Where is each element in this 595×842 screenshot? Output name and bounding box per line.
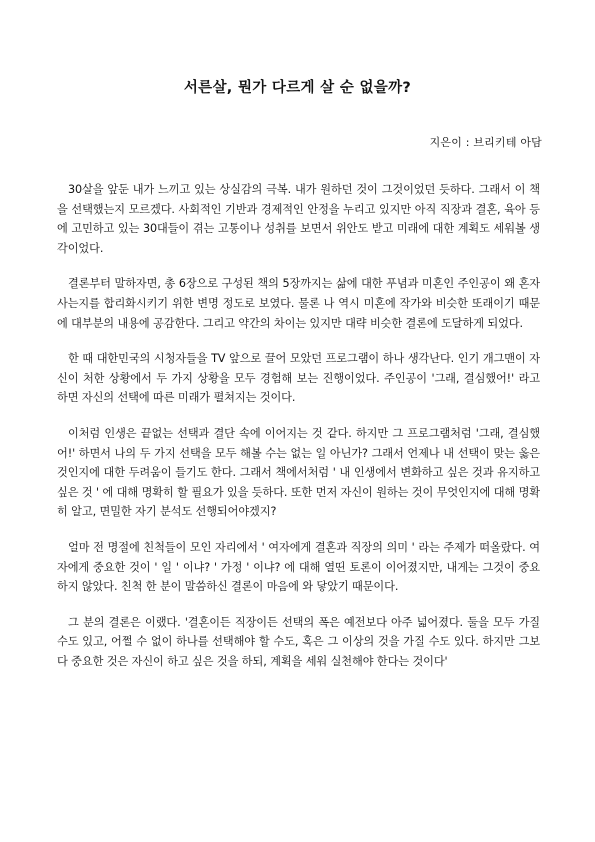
paragraph: 얼마 전 명절에 친척들이 모인 자리에서 ' 여자에게 결혼과 직장의 의미 ' 라는 주제가 떠올랐다. 여자에게 중요한 것이 ' 일 ' 이냐? ' 가정 ' 이냐? 에 대해 열띤 토론이 이어졌지만, 내게는 그것이 중요하지 않았다. 친척 한 분이 말씀하신 결론이 마음에 와 닿았기 때문이다. [57, 540, 540, 594]
paragraph: 한 때 대한민국의 시청자들을 TV 앞으로 끌어 모았던 프로그램이 하나 생각난다. 인기 개그맨이 자신이 처한 상황에서 두 가지 상황을 모두 경험해 보는 진행이었다. 주인공이 '그래, 결심했어!' 라고 하면 자신의 선택에 따른 미래가 펼쳐지는 것이다. [57, 352, 540, 405]
author-byline: 지은이 : 브리키테 아담 [429, 136, 542, 149]
paragraph: 결론부터 말하자면, 총 6장으로 구성된 책의 5장까지는 삶에 대한 푸념과 미혼인 주인공이 왜 혼자 사는지를 합리화시키기 위한 변명 정도로 보였다. 물론 나 역시 미혼에 작가와 비슷한 또래이기 때문에 대부분의 내용에 공감한다. 그리고 약간의 차이는 있지만 대략 비슷한 결론에 도달하게 되었다. [57, 277, 540, 330]
document-title: 서른살, 뭔가 다르게 살 순 없을까? [183, 80, 412, 96]
paragraph: 그 분의 결론은 이랬다. '결혼이든 직장이든 선택의 폭은 예전보다 아주 넓어졌다. 둘을 모두 가질 수도 있고, 어쩔 수 없이 하나를 선택해야 할 수도, 혹은 그 이상의 것을 가질 수도 있다. 하지만 그보다 중요한 것은 자신이 하고 싶은 것을 하되, 계획을 세워 실천해야 한다는 것이다' [57, 615, 540, 668]
paragraph: 이처럼 인생은 끝없는 선택과 결단 속에 이어지는 것 같다. 하지만 그 프로그램처럼 '그래, 결심했어!' 하면서 나의 두 가지 선택을 모두 해볼 수는 없는 일 아닌가? 그래서 언제나 내 선택이 맞는 옳은 것인지에 대한 두려움이 들기도 한다. 그래서 책에서처럼 ' 내 인생에서 변화하고 싶은 것과 유지하고 싶은 것 ' 에 대해 명확히 할 필요가 있을 듯하다. 또한 먼저 자신이 원하는 것이 무엇인지에 대해 명확히 알고, 면밀한 자기 분석도 선행되어야겠지? [57, 426, 540, 519]
paragraph: 30살을 앞둔 내가 느끼고 있는 상실감의 극복. 내가 원하던 것이 그것이었던 듯하다. 그래서 이 책을 선택했는지 모르겠다. 사회적인 기반과 경제적인 안정을 누리고 있지만 아직 직장과 결혼, 육아 등에 고민하고 있는 30대들이 겪는 고통이나 성취를 보면서 위안도 받고 미래에 대한 계획도 세워볼 생각이었다. [57, 183, 540, 255]
document-body [57, 180, 540, 687]
